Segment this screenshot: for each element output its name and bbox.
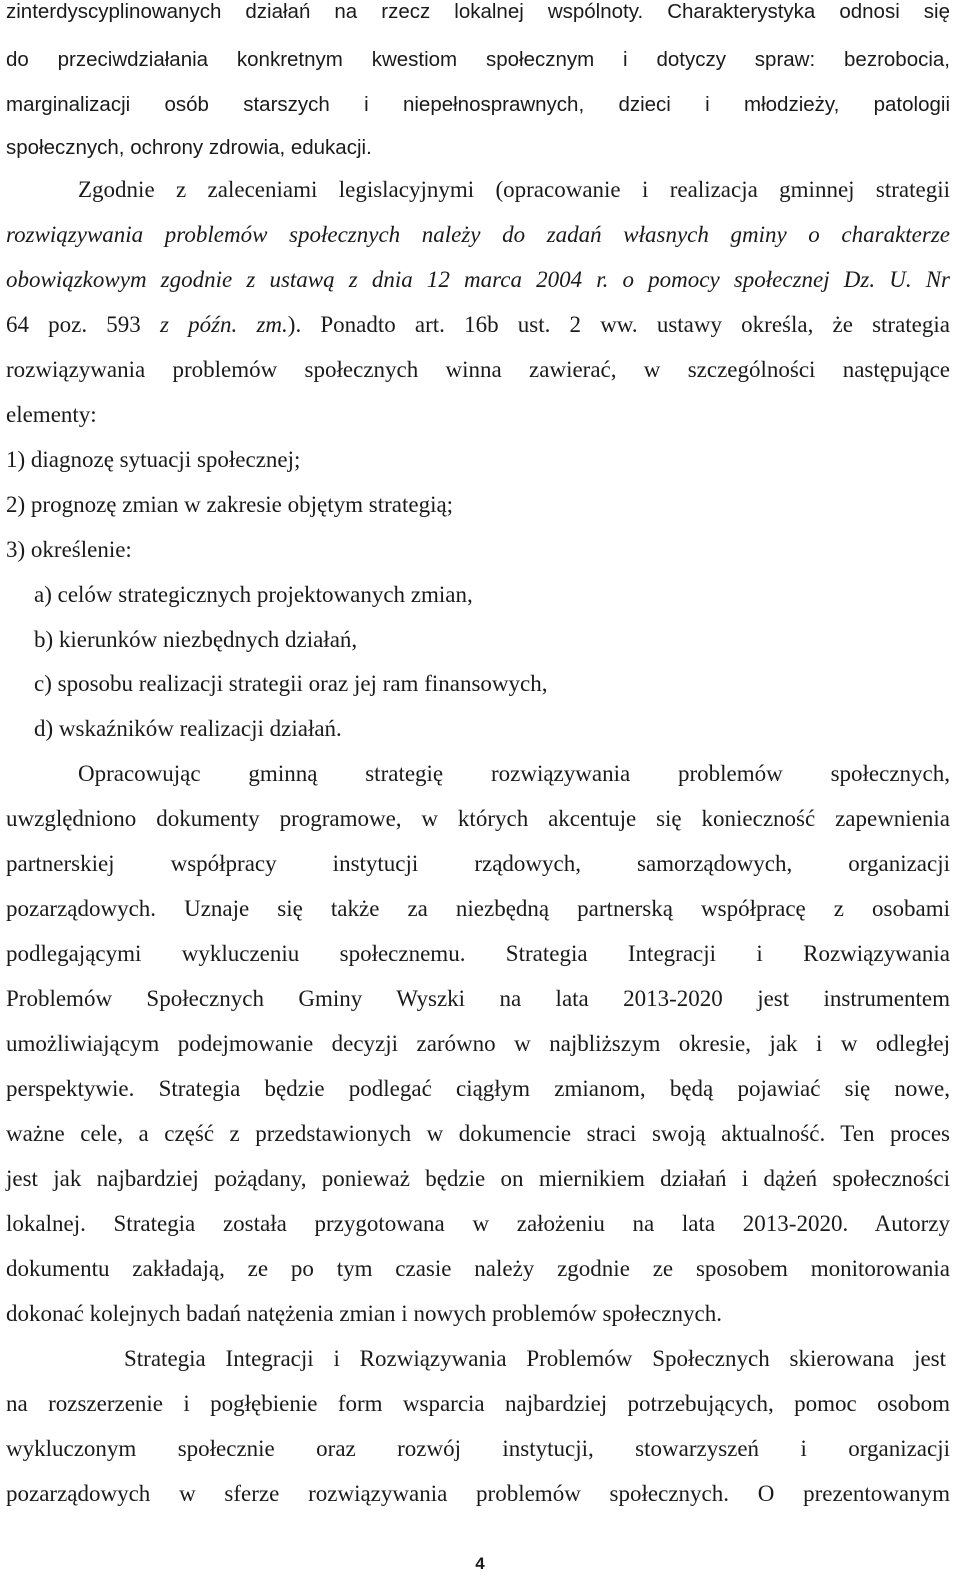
text-line: podlegającymi wykluczeniu społecznemu. Strategia Integracji i Rozwiązywania (6, 941, 950, 966)
text-line: perspektywie. Strategia będzie podlegać ciągłym zmianom, będą pojawiać się nowe, (6, 1076, 950, 1101)
text-line: partnerskiej współpracy instytucji rządowych, samorządowych, organizacji (6, 851, 950, 876)
text-fragment: ). Ponadto art. 16b ust. 2 ww. ustawy określa, że strategia (287, 312, 950, 337)
text-fragment: 64 poz. 593 (6, 312, 160, 337)
text-line: Problemów Społecznych Gminy Wyszki na lata 2013-2020 jest instrumentem (6, 986, 950, 1011)
text-line: wykluczonym społecznie oraz rozwój instytucji, stowarzyszeń i organizacji (6, 1436, 950, 1461)
text-line: rozwiązywania problemów społecznych winna zawierać, w szczególności następujące (6, 357, 950, 382)
text-line: Strategia Integracji i Rozwiązywania Problemów Społecznych skierowana jest (124, 1346, 946, 1371)
text-line: zinterdyscyplinowanych działań na rzecz lokalnej wspólnoty. Charakterystyka odnosi się (6, 0, 950, 23)
list-item: 1) diagnozę sytuacji społecznej; (6, 447, 301, 472)
text-line: do przeciwdziałania konkretnym kwestiom społecznym i dotyczy spraw: bezrobocia, (6, 48, 950, 71)
text-line: Opracowując gminną strategię rozwiązywania problemów społecznych, (78, 761, 950, 786)
text-line: ważne cele, a część z przedstawionych w dokumencie straci swoją aktualność. Ten proces (6, 1121, 950, 1146)
page-number: 4 (475, 1554, 485, 1573)
text-line: marginalizacji osób starszych i niepełnosprawnych, dzieci i młodzieży, patologii (6, 93, 950, 116)
list-item: 3) określenie: (6, 537, 132, 562)
text-line (6, 311, 950, 339)
text-line: lokalnej. Strategia została przygotowana w założeniu na lata 2013-2020. Autorzy (6, 1211, 950, 1236)
text-line: społecznych, ochrony zdrowia, edukacji. (6, 136, 372, 159)
text-line: elementy: (6, 402, 97, 427)
text-line: uwzględniono dokumenty programowe, w których akcentuje się konieczność zapewnienia (6, 806, 950, 831)
text-line: Zgodnie z zaleceniami legislacyjnymi (opracowanie i realizacja gminnej strategii (78, 177, 950, 202)
sublist-item: a) celów strategicznych projektowanych zmian, (34, 582, 473, 607)
text-line: pozarządowych w sferze rozwiązywania problemów społecznych. O prezentowanym (6, 1481, 950, 1506)
sublist-item: c) sposobu realizacji strategii oraz jej ram finansowych, (34, 671, 548, 696)
text-fragment-italic: z późn. zm. (159, 312, 288, 337)
text-line: pozarządowych. Uznaje się także za niezbędną partnerską współpracę z osobami (6, 896, 950, 921)
list-item: 2) prognozę zmian w zakresie objętym strategią; (6, 492, 454, 517)
text-line: jest jak najbardziej pożądany, ponieważ będzie on miernikiem działań i dążeń społeczności (6, 1166, 950, 1191)
text-line: umożliwiającym podejmowanie decyzji zarówno w najbliższym okresie, jak i w odległej (6, 1031, 950, 1056)
text-line-italic: rozwiązywania problemów społecznych należy do zadań własnych gminy o charakterze (6, 222, 950, 247)
text-line: dokumentu zakładają, ze po tym czasie należy zgodnie ze sposobem monitorowania (6, 1256, 950, 1281)
sublist-item: d) wskaźników realizacji działań. (34, 716, 342, 741)
sublist-item: b) kierunków niezbędnych działań, (34, 627, 358, 652)
text-line: na rozszerzenie i pogłębienie form wsparcia najbardziej potrzebujących, pomoc osobom (6, 1391, 950, 1416)
text-line-italic: obowiązkowym zgodnie z ustawą z dnia 12 marca 2004 r. o pomocy społecznej Dz. U. Nr (6, 267, 950, 292)
text-line: dokonać kolejnych badań natężenia zmian i nowych problemów społecznych. (6, 1301, 722, 1326)
